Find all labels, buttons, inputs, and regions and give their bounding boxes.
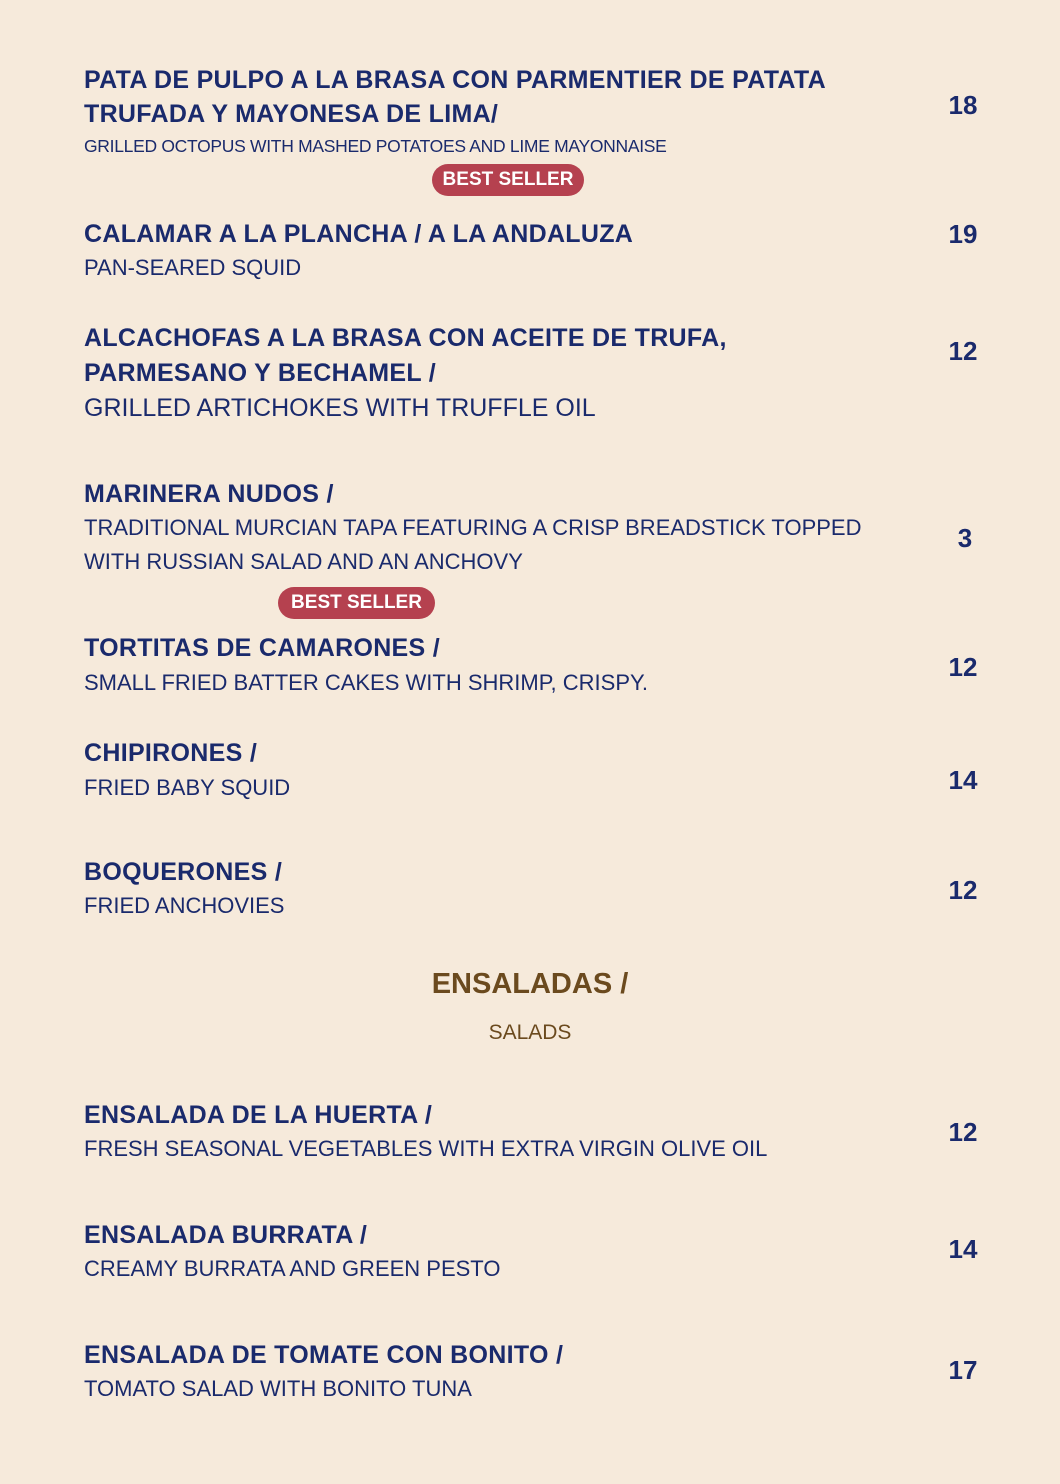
menu-item-price: 14: [948, 765, 978, 795]
menu-item-price: 12: [948, 336, 978, 366]
menu-item-name: ALCACHOFAS A LA BRASA CON ACEITE DE TRUFA,: [84, 324, 727, 352]
menu-item-name: CALAMAR A LA PLANCHA / A LA ANDALUZA: [84, 220, 634, 248]
section-title: ENSALADAS /: [431, 968, 629, 1000]
menu-item-price: 3: [957, 523, 973, 553]
menu-item-name: PATA DE PULPO A LA BRASA CON PARMENTIER DE PATATA: [84, 66, 826, 94]
menu-item-description: GRILLED ARTICHOKES WITH TRUFFLE OIL: [84, 394, 596, 422]
menu-item-name: TORTITAS DE CAMARONES /: [84, 634, 440, 662]
best-seller-badge: BEST SELLER: [432, 164, 584, 196]
menu-item-description: WITH RUSSIAN SALAD AND AN ANCHOVY: [84, 549, 523, 574]
menu-item-price: 19: [948, 219, 978, 249]
menu-item-price: 12: [948, 1117, 978, 1147]
menu-item-description: GRILLED OCTOPUS WITH MASHED POTATOES AND LIME MAYONNAISE: [84, 136, 667, 156]
menu-item-description: FRESH SEASONAL VEGETABLES WITH EXTRA VIRGIN OLIVE OIL: [84, 1136, 768, 1161]
menu-item-description: SMALL FRIED BATTER CAKES WITH SHRIMP, CRISPY.: [84, 670, 648, 695]
menu-item-description: CREAMY BURRATA AND GREEN PESTO: [84, 1256, 501, 1281]
menu-item-name: TRUFADA Y MAYONESA DE LIMA/: [84, 100, 499, 128]
menu-item-name: ENSALADA DE LA HUERTA /: [84, 1101, 433, 1129]
section-subtitle: SALADS: [488, 1021, 572, 1044]
menu-item-name: PARMESANO Y BECHAMEL /: [84, 359, 437, 387]
menu-item-name: ENSALADA DE TOMATE CON BONITO /: [84, 1341, 564, 1369]
menu-item-name: ENSALADA BURRATA /: [84, 1221, 368, 1249]
menu-item-price: 12: [948, 652, 978, 682]
menu-item-description: FRIED BABY SQUID: [84, 775, 291, 800]
menu-item-description: FRIED ANCHOVIES: [84, 893, 285, 918]
menu-item-price: 17: [948, 1355, 978, 1385]
menu-item-description: PAN-SEARED SQUID: [84, 255, 302, 280]
menu-item-name: CHIPIRONES /: [84, 739, 258, 767]
menu-item-price: 14: [948, 1234, 978, 1264]
menu-item-name: MARINERA NUDOS /: [84, 480, 334, 508]
menu-item-price: 18: [948, 90, 978, 120]
menu-item-description: TRADITIONAL MURCIAN TAPA FEATURING A CRISP BREADSTICK TOPPED: [84, 515, 862, 540]
menu-item-price: 12: [948, 875, 978, 905]
menu-item-description: TOMATO SALAD WITH BONITO TUNA: [84, 1376, 472, 1401]
menu-item-name: BOQUERONES /: [84, 858, 283, 886]
best-seller-badge: BEST SELLER: [278, 587, 435, 619]
